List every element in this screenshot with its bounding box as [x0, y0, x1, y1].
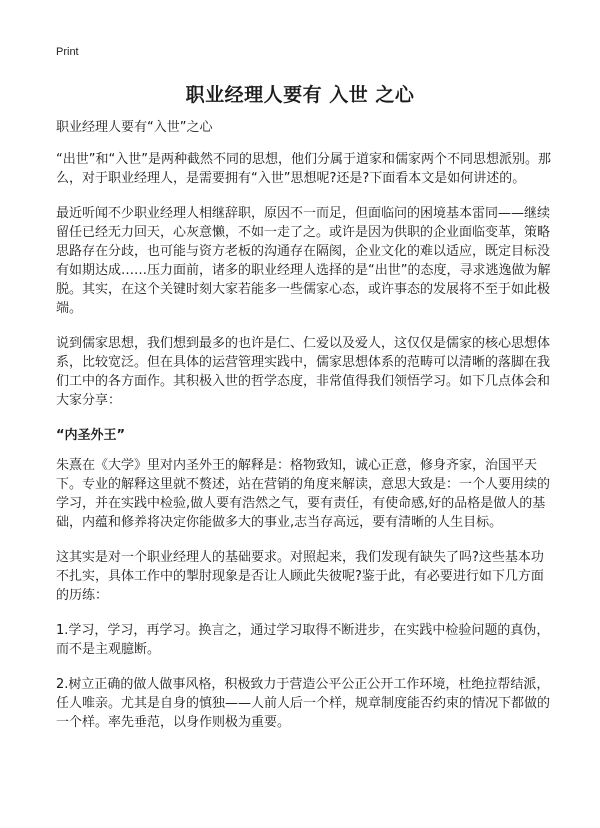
paragraph-zhuxi: 朱熹在《大学》里对内圣外王的解释是：格物致知，诚心正意，修身齐家，治国平天下。专业的解释这里就不赘述，站在营销的角度来解读，意思大致是：一个人要用续的学习，并在实践中检验,做人要有浩然之气，要有责任，有使命感,好的品格是做人的基础，内蕴和修养将决定你能做多大的事业,志当存高远，要有清晰的人生目标。 [56, 458, 551, 530]
paragraph-requirement: 这其实是对一个职业经理人的基础要求。对照起来，我们发现有缺失了吗?这些基本功不扎实，具体工作中的掣肘现象是否让人顾此失彼呢?鉴于此，有必要进行如下几方面的历练： [56, 550, 544, 603]
list-item-2: 2.树立正确的做人做事风格，积极致力于营造公平公正公开工作环境，杜绝拉帮结派，任人唯亲。尤其是自身的慎独——人前人后一个样，规章制度能否约束的情况下都做的一个样。率先垂范，以身作则极为重要。 [56, 677, 551, 730]
paragraph-confucian: 说到儒家思想，我们想到最多的也许是仁、仁爱以及爱人，这仅仅是儒家的核心思想体系，比较宽泛。但在具体的运营管理实践中，儒家思想体系的范畴可以清晰的落脚在我们工中的各方面作。其积极入世的哲学态度，非常值得我们领悟学习。如下几点体会和大家分享： [56, 336, 551, 408]
print-link[interactable]: Print [56, 46, 79, 58]
paragraph-resignation: 最近听闻不少职业经理人相继辞职，原因不一而足，但面临问的困境基本雷同——继续留任已经无力回天，心灰意懒，不如一走了之。或许是因为供职的企业面临变革，策略思路存在分歧，也可能与资方老板的沟通存在隔阂，企业文化的难以适应，既定目标没有如期达成……压力面前，诸多的职业经理人选择的是“出世”的态度，寻求逃逸做为解脱。其实，在这个关键时刻大家若能多一些儒家心态，或许事态的发展将不至于如此极端。 [56, 206, 551, 316]
section-heading: “内圣外王” [56, 428, 126, 443]
article-subtitle: 职业经理人要有“入世”之心 [56, 120, 213, 135]
page-title: 职业经理人要有 入世 之心 [185, 84, 415, 106]
paragraph-intro: “出世”和“入世”是两种截然不同的思想，他们分属于道家和儒家两个不同思想派别。那么，对于职业经理人，是需要拥有“入世”思想呢?还是?下面看本文是如何讲述的。 [56, 152, 551, 186]
article-body [56, 118, 556, 748]
list-item-1: 1.学习，学习，再学习。换言之，通过学习取得不断进步，在实践中检验问题的真伪，而不是主观臆断。 [56, 623, 550, 657]
